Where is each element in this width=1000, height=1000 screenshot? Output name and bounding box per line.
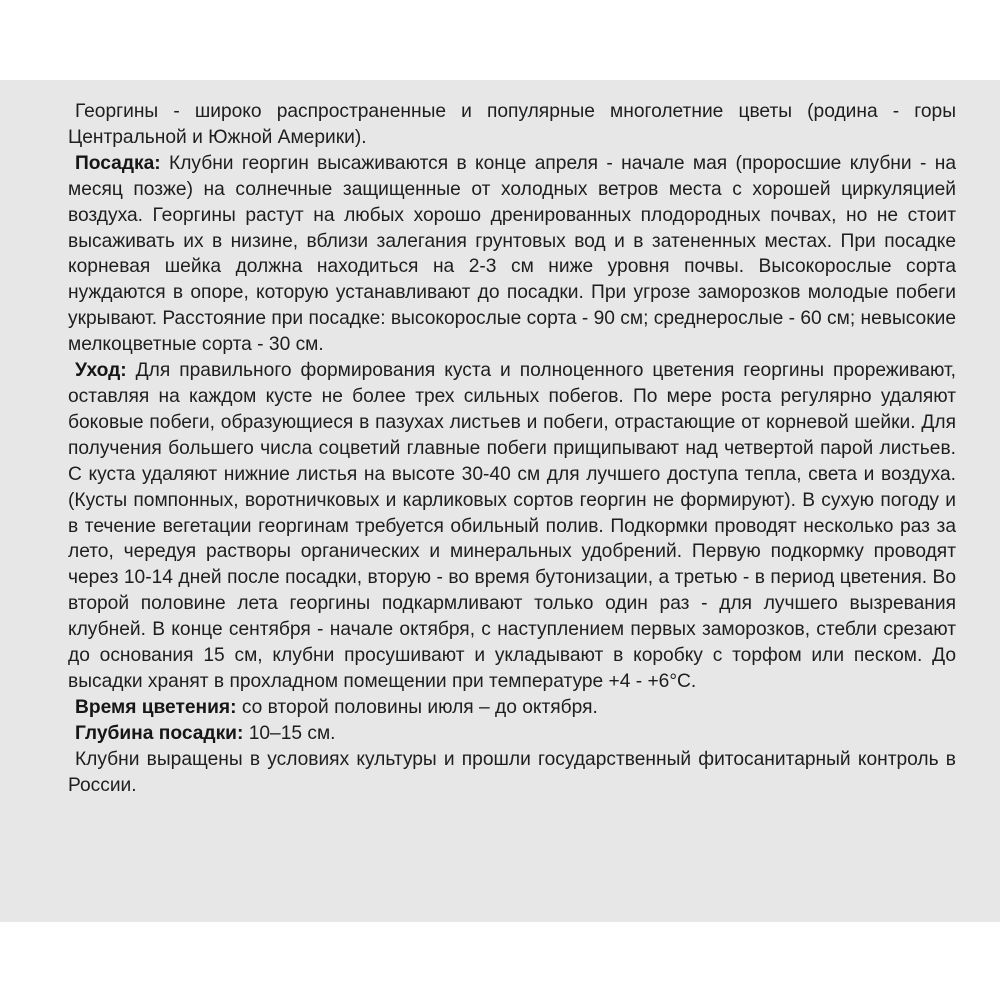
care-paragraph [68,358,956,695]
bloom-text: со второй половины июля – до октября. [236,696,598,718]
planting-paragraph [68,151,956,358]
scanned-label [0,80,1000,922]
care-text: Для правильного формирования куста и полноценного цветения георгины прореживают, оставляя на каждом кусте не более трех сильных побегов. По мере роста регулярно удаляют боковые побеги, образующиеся в пазухах листьев и побеги, отрастающие от корневой шейки. Для получения большего числа соцветий главные побеги прищипывают над четвертой парой листьев. С куста удаляют нижние листья на высоте 30-40 см для лучшего доступа тепла, света и воздуха. (Кусты помпонных, воротничковых и карликовых сортов георгин не формируют). В сухую погоду и в течение вегетации георгинам требуется обильный полив. Подкормки проводят несколько раз за лето, чередуя растворы органических и минеральных удобрений. Первую подкормку проводят через 10-14 дней после посадки, вторую - во время бутонизации, а третью - в период цветения. Во второй половине лета георгины подкармливают только один раз - для лучшего вызревания клубней. В конце сентября - начале октября, с наступлением первых заморозков, стебли срезают до основания 15 см, клубни просушивают и укладывают в коробку с торфом или песком. До высадки хранят в прохладном помещении при температуре +4 - +6°C. [68,360,956,692]
bloom-paragraph [68,695,956,721]
intro-paragraph: Георгины - широко распространенные и популярные многолетние цветы (родина - горы Центральной и Южной Америки). [68,101,956,148]
care-heading: Уход: [75,360,127,382]
depth-heading: Глубина посадки: [75,722,244,744]
planting-heading: Посадка: [75,152,161,174]
planting-text: Клубни георгин высаживаются в конце апреля - начале мая (проросшие клубни - на месяц позже) на солнечные защищенные от холодных ветров места с хорошей циркуляцией воздуха. Георгины растут на любых хорошо дренированных плодородных почвах, но не стоит высаживать их в низине, вблизи залегания грунтовых вод и в затененных местах. При посадке корневая шейка должна находиться на 2-3 см ниже уровня почвы. Высокорослые сорта нуждаются в опоре, которую устанавливают до посадки. При угрозе заморозков молодые побеги укрывают. Расстояние при посадке: высокорослые сорта - 90 см; среднерослые - 60 см; невысокие мелкоцветные сорта - 30 см. [68,152,957,356]
footer-paragraph: Клубни выращены в условиях культуры и прошли государственный фитосанитарный контроль в России. [68,748,956,796]
depth-paragraph [68,721,956,747]
depth-text: 10–15 см. [243,722,336,744]
bloom-heading: Время цветения: [75,696,237,718]
document-body [68,99,956,798]
